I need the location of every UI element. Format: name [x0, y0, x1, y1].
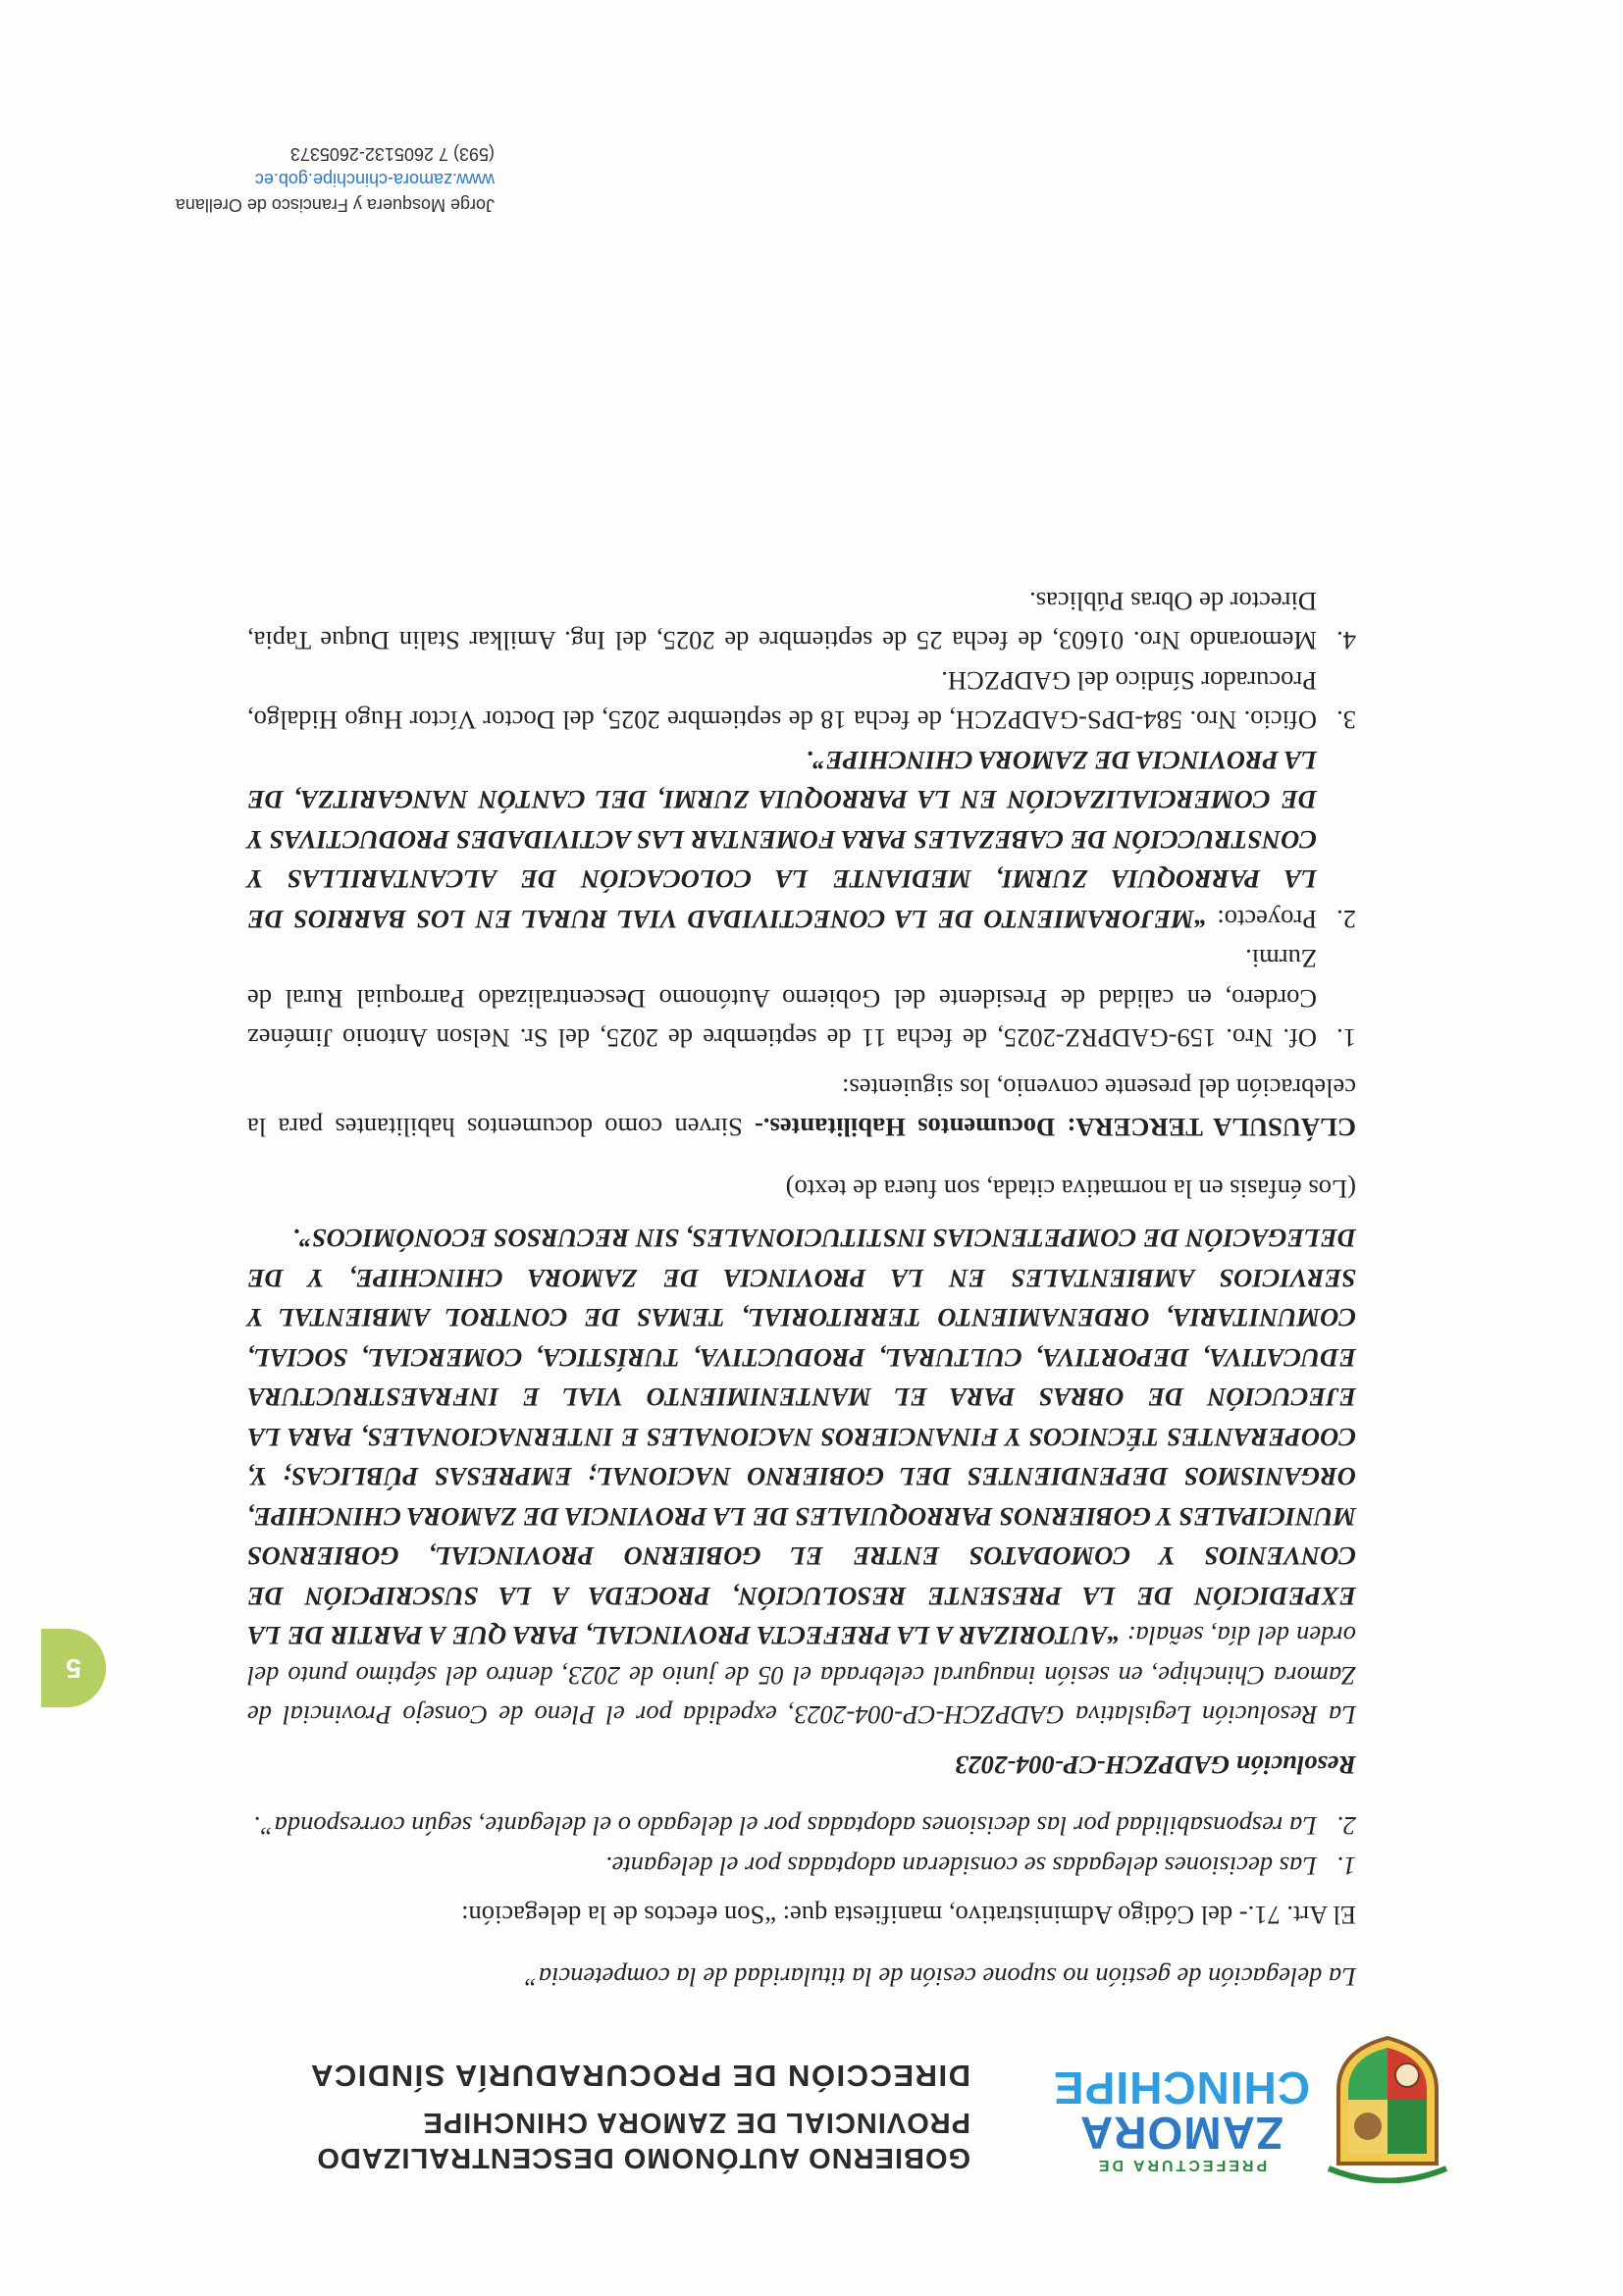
- prefectura-logo: [1039, 2036, 1451, 2193]
- footer-address: Jorge Mosquera y Francisco de Orellana: [175, 195, 495, 215]
- logo-tagline: PREFECTURA DE: [1095, 2157, 1268, 2173]
- footer-phone: (593) 7 2605132-2605373: [289, 144, 495, 164]
- letterhead: [97, 2036, 1451, 2193]
- institution-name: [97, 2058, 970, 2175]
- institution-line1: GOBIERNO AUTÓNOMO DESCENTRALIZADO: [316, 2142, 970, 2173]
- list-text: Memorando Nro. 01603, de fecha 25 de septiembre de 2025, del Ing. Amilkar Stalin Duque Tapia, Director de Obras Públicas.: [247, 587, 1317, 656]
- resolution-intro: La Resolución Legislativa GADPZCH-CP-004-2023, expedida por el Pleno de Consejo Provincial de Zamora Chinchipe, en sesión inaugural celebrada el 05 de junio de 2023, dentro del séptimo punto del orden del día, señala:: [247, 1621, 1356, 1731]
- resolution-quote: “AUTORIZAR A LA PREFECTA PROVINCIAL, PARA QUE A PARTIR DE LA EXPEDICIÓN DE LA PRESENTE RESOLUCIÓN, PROCEDA A LA SUSCRIPCIÓN DE CONVENIOS Y COMODATOS ENTRE EL GOBIERNO PROVINCIAL, GOBIERNOS MUNICIPALES Y GOBIERNOS PARROQUIALES DE LA PROVINCIA DE ZAMORA CHINCHIPE, ORGANISMOS DEPENDIENTES DEL GOBIERNO NACIONAL; EMPRESAS PÚBLICAS; Y, COOPERANTES TÉCNICOS Y FINANCIEROS NACIONALES E INTERNACIONALES, PARA LA EJECUCIÓN DE OBRAS PARA EL MANTENIMIENTO VIAL E INFRAESTRUCTURA EDUCATIVA, DEPORTIVA, CULTURAL, PRODUCTIVA, TURÍSTICA, COMERCIAL, SOCIAL, COMUNITARIA, ORDENAMIENTO TERRITORIAL, TEMAS DE CONTROL AMBIENTAL Y SERVICIOS AMBIENTALES EN LA PROVINCIA DE ZAMORA CHINCHIPE, Y DE DELEGACIÓN DE COMPETENCIAS INSTITUCIONALES, SIN RECURSOS ECONÓMICOS”.: [247, 1224, 1356, 1651]
- page-number-tab: 5: [41, 1629, 106, 1707]
- resolution-title: Resolución GADPZCH-CP-004-2023: [955, 1750, 1356, 1780]
- list-item: [247, 661, 1356, 741]
- list-number: 2.: [1336, 1811, 1356, 1842]
- list-item: [247, 1806, 1356, 1847]
- clause-text: Sirven como documentos habilitantes para la celebración del presente convenio, los siguientes:: [247, 1073, 1356, 1143]
- logo-title-line1: ZAMORA: [1079, 2108, 1283, 2159]
- department-name: DIRECCIÓN DE PROCURADURÍA SÍNDICA: [309, 2059, 970, 2093]
- list-text: Of. Nro. 159-GADPRZ-2025, de fecha 11 de septiembre de 2025, del Sr. Nelson Antonio Jiménez Cordero, en calidad de Presidente del Gobierno Autónomo Descentralizado Parroquial Rural de Zurmi.: [247, 944, 1317, 1054]
- list-number: 4.: [1336, 626, 1356, 656]
- list-text: “MEJORAMIENTO DE LA CONECTIVIDAD VIAL RURAL EN LOS BARRIOS DE LA PARROQUIA ZURMI, MEDIANTE LA COLOCACIÓN DE ALCANTARILLAS Y CONSTRUCCIÓN DE CABEZALES PARA FOMENTAR LAS ACTIVIDADES PRODUCTIVAS Y DE COMERCIALIZACIÓN EN LA PARROQUIA ZURMI, DEL CANTÓN NANGARITZA, DE LA PROVINCIA DE ZAMORA CHINCHIPE”.: [247, 746, 1317, 934]
- list-item: [247, 939, 1356, 1059]
- clause-third: [247, 1069, 1356, 1148]
- list-number: 3.: [1336, 705, 1356, 736]
- enabling-documents-list: [247, 582, 1356, 1059]
- paragraph-delegation: La delegación de gestión no supone cesión de la titularidad de la competencia”: [524, 1962, 1356, 1992]
- list-text: Las decisiones delegadas se consideran adoptadas por el delegante.: [605, 1852, 1317, 1881]
- paragraph-art71: El Art. 71.- del Código Administrativo, manifiesta que: “Son efectos de la delegación:: [461, 1901, 1356, 1931]
- emphasis-note: (Los énfasis en la normativa citada, son fuera de texto): [785, 1174, 1356, 1204]
- institution-line2: PROVINCIAL DE ZAMORA CHINCHIPE: [422, 2107, 970, 2138]
- list-item: [247, 582, 1356, 661]
- list-prefix: Proyecto:: [1207, 905, 1317, 934]
- footer-contact: [102, 141, 495, 218]
- list-number: 2.: [1336, 905, 1356, 934]
- list-number: 1.: [1336, 1023, 1356, 1054]
- logo-title-line2: CHINCHIPE: [1052, 2062, 1311, 2113]
- list-item: [247, 741, 1356, 940]
- footer-website[interactable]: www.zamora-chinchipe.gob.ec: [254, 170, 495, 189]
- list-number: 1.: [1336, 1852, 1356, 1881]
- list-item: [247, 1847, 1356, 1887]
- effects-list: [247, 1806, 1356, 1886]
- list-text: Oficio. Nro. 584-DPS-GADPZCH, de fecha 18 de septiembre 2025, del Doctor Víctor Hugo Hidalgo, Procurador Síndico del GADPZCH.: [247, 666, 1317, 736]
- document-body: [247, 582, 1356, 1998]
- clause-title: CLÁUSULA TERCERA: Documentos Habilitantes.-: [755, 1113, 1356, 1143]
- coat-of-arms-icon: [1324, 2036, 1451, 2183]
- resolution-paragraph: [247, 1219, 1356, 1736]
- list-text: La responsabilidad por las decisiones adoptadas por el delegado o el delegante, según corresponda”.: [253, 1811, 1317, 1842]
